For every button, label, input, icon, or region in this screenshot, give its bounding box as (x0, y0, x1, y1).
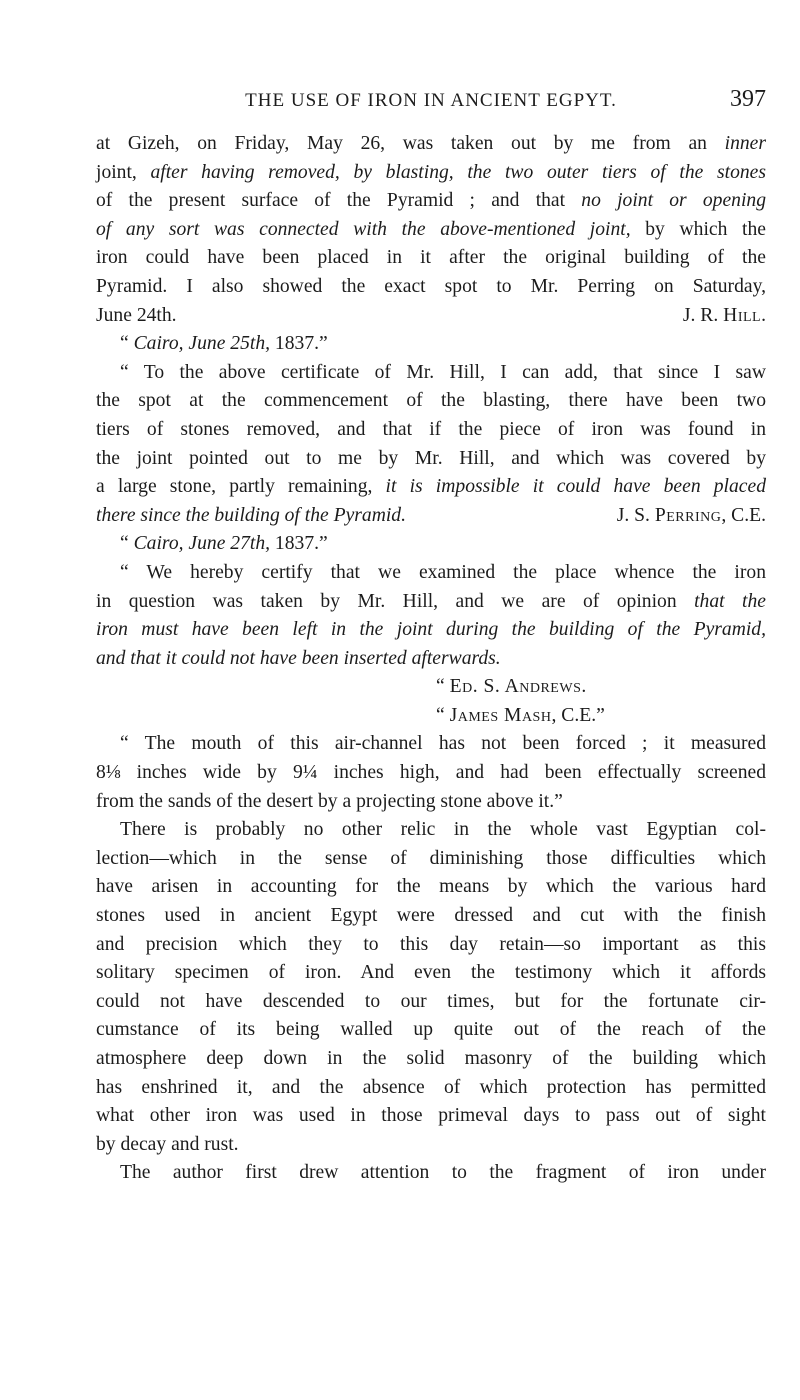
text-line: joint, after having removed, by blasting, the two outer tiers of the stones (96, 161, 766, 183)
text-line: iron could have been placed in it after the original building of the (96, 247, 766, 269)
running-head: THE USE OF IRON IN ANCIENT EGPYT. (245, 90, 617, 111)
text-line: of any sort was connected with the above-mentioned joint, by which the (96, 218, 766, 240)
text-line: There is probably no other relic in the whole vast Egyptian col- (120, 819, 766, 841)
text-line: solitary specimen of iron. And even the testimony which it affords (96, 962, 766, 984)
body-text (96, 130, 766, 1188)
text-line: and that it could not have been inserted afterwards. (96, 647, 501, 669)
line-left: there since the building of the Pyramid. (96, 504, 406, 526)
text-line: the spot at the commencement of the blasting, there have been two (96, 390, 766, 412)
text-line: Pyramid. I also showed the exact spot to Mr. Perring on Saturday, (96, 275, 766, 297)
text-line: from the sands of the desert by a projecting stone above it.” (96, 790, 563, 812)
text-line: tiers of stones removed, and that if the piece of iron was found in (96, 418, 766, 440)
text-line: “ James Mash, C.E.” (436, 704, 605, 726)
text-line: stones used in ancient Egypt were dressed and cut with the finish (96, 905, 766, 927)
text-line: the joint pointed out to me by Mr. Hill, and which was covered by (96, 447, 766, 469)
text-line (96, 302, 766, 331)
text-line: at Gizeh, on Friday, May 26, was taken out by me from an inner (96, 133, 766, 154)
text-line: “ Cairo, June 27th, 1837.” (120, 533, 328, 555)
text-line: has enshrined it, and the absence of which protection has permitted (96, 1076, 766, 1098)
text-line: cumstance of its being walled up quite out of the reach of the (96, 1019, 766, 1041)
page-header (96, 88, 766, 118)
text-line: atmosphere deep down in the solid masonry of the building which (96, 1048, 766, 1069)
text-line: lection—which in the sense of diminishing those difficulties which (96, 847, 766, 869)
text-line: of the present surface of the Pyramid ; and that no joint or opening (96, 190, 766, 212)
text-line: a large stone, partly remaining, it is impossible it could have been placed (96, 476, 766, 498)
signature: J. R. Hill. (682, 304, 766, 326)
text-line: could not have descended to our times, but for the fortunate cir- (96, 990, 766, 1012)
text-line: 8⅛ inches wide by 9¼ inches high, and had been effectually screened (96, 762, 766, 784)
text-line: iron must have been left in the joint during the building of the Pyramid, (96, 619, 766, 641)
text-line: “ Cairo, June 25th, 1837.” (120, 333, 328, 355)
text-line: The author first drew attention to the fragment of iron under (120, 1162, 766, 1184)
text-line: “ To the above certificate of Mr. Hill, I can add, that since I saw (120, 361, 766, 383)
text-line (96, 502, 766, 531)
text-line: by decay and rust. (96, 1133, 239, 1155)
text-line: “ We hereby certify that we examined the place whence the iron (120, 561, 766, 583)
text-line: have arisen in accounting for the means by which the various hard (96, 876, 766, 898)
text-line: “ Ed. S. Andrews. (436, 676, 587, 698)
text-line: “ The mouth of this air-channel has not been forced ; it measured (120, 733, 766, 755)
text-line: what other iron was used in those primeval days to pass out of sight (96, 1105, 766, 1127)
signature: J. S. Perring, C.E. (616, 504, 766, 526)
text-line: and precision which they to this day retain—so important as this (96, 933, 766, 955)
page-number: 397 (730, 86, 766, 112)
text-line: in question was taken by Mr. Hill, and we are of opinion that the (96, 590, 766, 612)
line-left: June 24th. (96, 304, 177, 326)
